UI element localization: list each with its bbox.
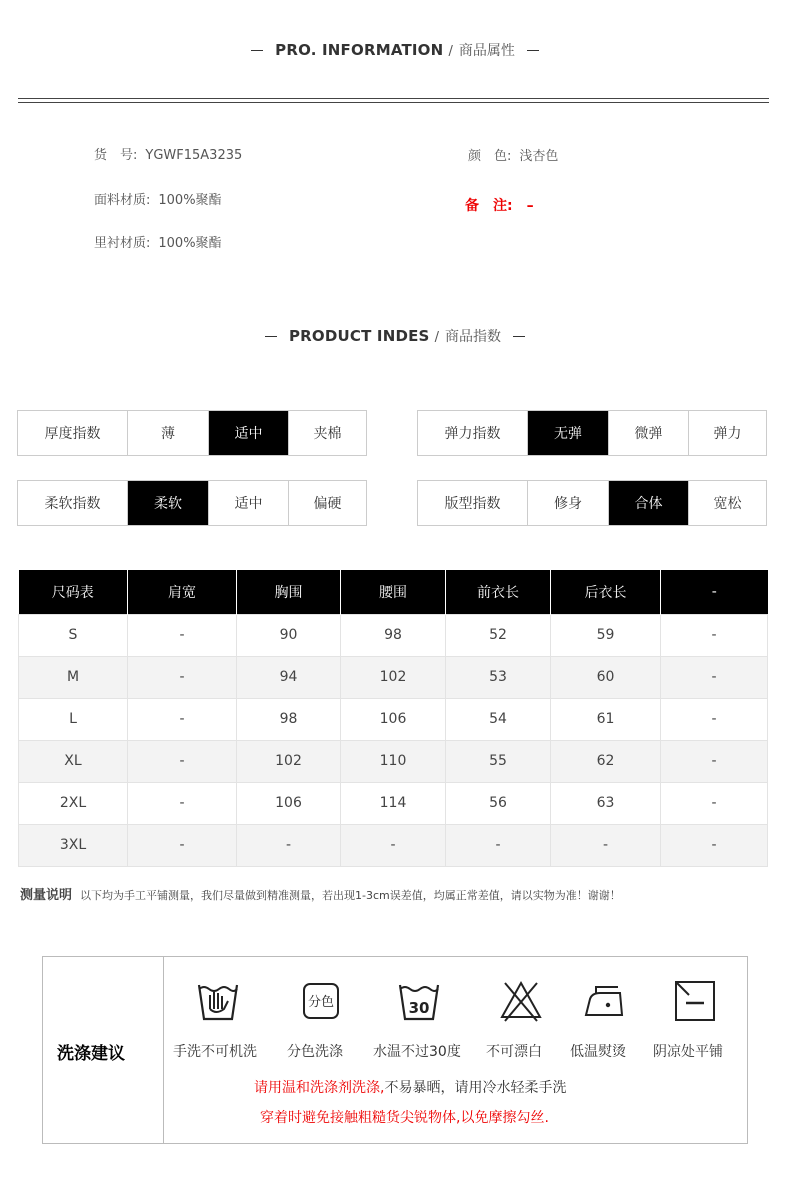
- wash-30-text: 30: [408, 999, 430, 1017]
- index-option-selected: 适中: [208, 411, 288, 455]
- index-softness: [17, 480, 367, 526]
- table-cell: 56: [446, 782, 551, 824]
- table-cell: 106: [341, 698, 446, 740]
- info-item-lining: 里衬材质: 100%聚酯: [94, 236, 222, 251]
- table-cell: -: [661, 698, 768, 740]
- table-row: [19, 824, 768, 866]
- heading-dash-right: [527, 50, 539, 52]
- index-label: 版型指数: [444, 496, 501, 512]
- table-cell: 94: [237, 656, 341, 698]
- index-option: 薄: [127, 411, 208, 455]
- table-cell: -: [341, 824, 446, 866]
- index-option: 偏硬: [288, 481, 366, 525]
- column-header: 腰围: [341, 570, 446, 614]
- column-header: 胸围: [237, 570, 341, 614]
- heading-dash-left: [265, 336, 277, 338]
- heading-slash: /: [448, 44, 453, 59]
- table-row: [19, 698, 768, 740]
- table-cell: 98: [237, 698, 341, 740]
- column-header: 尺码表: [19, 570, 128, 614]
- heading-en: PRO. INFORMATION: [275, 41, 444, 59]
- table-cell: 110: [341, 740, 446, 782]
- wash-title: 洗涤建议: [57, 1044, 125, 1064]
- pro-info-heading: [0, 40, 790, 60]
- index-option: 微弹: [608, 411, 688, 455]
- index-option: 宽松: [688, 481, 766, 525]
- heading-dash-left: [251, 50, 263, 52]
- measure-note: [20, 884, 621, 903]
- table-cell: 114: [341, 782, 446, 824]
- table-cell: 2XL: [19, 782, 128, 824]
- table-cell: -: [661, 782, 768, 824]
- index-label: 柔软指数: [44, 496, 101, 512]
- wash-tip-2: 穿着时避免接触粗糙货尖锐物体,以免摩擦勾丝.: [260, 1110, 549, 1126]
- size-table: [18, 570, 768, 867]
- index-option: 弹力: [688, 411, 766, 455]
- table-cell: L: [19, 698, 128, 740]
- heading-en: PRODUCT INDES: [288, 327, 430, 345]
- wash-label: 手洗不可机洗: [173, 1044, 257, 1060]
- low-temp-iron-icon: [582, 979, 626, 1023]
- wash-section: [42, 956, 748, 1144]
- measure-note-text: 以下均为手工平铺测量，我们尽量做到精准测量，若出现1-3cm误差值，均属正常差值，请以实物为准！谢谢！: [80, 889, 621, 902]
- wash-divider: [163, 957, 164, 1143]
- table-cell: -: [128, 782, 237, 824]
- table-cell: 90: [237, 614, 341, 656]
- divider-top: [18, 98, 769, 99]
- table-cell: 98: [341, 614, 446, 656]
- table-cell: 106: [237, 782, 341, 824]
- index-label: 弹力指数: [444, 426, 501, 442]
- table-cell: 52: [446, 614, 551, 656]
- index-elasticity: [417, 410, 767, 456]
- table-cell: -: [128, 614, 237, 656]
- column-header: 后衣长: [551, 570, 661, 614]
- table-cell: -: [661, 824, 768, 866]
- table-row: [19, 782, 768, 824]
- table-row: [19, 740, 768, 782]
- column-header: -: [661, 570, 768, 614]
- info-item-color: 颜 色: 浅杏色: [468, 149, 559, 164]
- wash-label: 不可漂白: [486, 1044, 542, 1060]
- heading-dash-right: [513, 336, 525, 338]
- wash-label: 水温不过30度: [373, 1044, 461, 1060]
- table-cell: -: [661, 656, 768, 698]
- table-cell: XL: [19, 740, 128, 782]
- table-cell: 59: [551, 614, 661, 656]
- table-cell: -: [551, 824, 661, 866]
- wash-label: 分色洗涤: [287, 1044, 343, 1060]
- index-label: 厚度指数: [44, 426, 101, 442]
- heading-slash: /: [434, 330, 440, 345]
- table-cell: -: [446, 824, 551, 866]
- table-cell: -: [661, 614, 768, 656]
- hand-wash-icon: [196, 979, 240, 1023]
- wash-label: 阴凉处平铺: [653, 1044, 723, 1060]
- info-item-remark: 备 注: –: [465, 198, 534, 214]
- heading-cn: 商品属性: [458, 43, 515, 59]
- info-item-fabric: 面料材质: 100%聚酯: [94, 193, 222, 208]
- index-option-selected: 无弹: [527, 411, 608, 455]
- index-option: 修身: [527, 481, 608, 525]
- column-header: 肩宽: [128, 570, 237, 614]
- wash-label: 低温熨烫: [570, 1044, 626, 1060]
- table-cell: 102: [237, 740, 341, 782]
- wash-30-icon: [397, 979, 441, 1023]
- wash-tip-1: 请用温和洗涤剂洗涤,不易暴晒，请用冷水轻柔手洗: [254, 1080, 567, 1096]
- index-thickness: [17, 410, 367, 456]
- product-index-heading: [0, 326, 790, 346]
- divider-bottom: [18, 102, 769, 103]
- index-option: 夹棉: [288, 411, 366, 455]
- column-header: 前衣长: [446, 570, 551, 614]
- table-cell: 62: [551, 740, 661, 782]
- table-row: [19, 614, 768, 656]
- table-cell: 55: [446, 740, 551, 782]
- separate-color-wash-icon: [301, 981, 341, 1021]
- size-table-header: [19, 570, 768, 614]
- info-item-sku: 货 号: YGWF15A3235: [94, 148, 243, 163]
- index-option-selected: 柔软: [127, 481, 208, 525]
- table-cell: 53: [446, 656, 551, 698]
- table-cell: -: [661, 740, 768, 782]
- no-bleach-icon: [499, 979, 543, 1023]
- table-cell: M: [19, 656, 128, 698]
- table-cell: 60: [551, 656, 661, 698]
- measure-note-title: 测量说明: [20, 888, 73, 903]
- table-cell: -: [128, 698, 237, 740]
- table-cell: -: [237, 824, 341, 866]
- separate-color-text: 分色: [307, 995, 335, 1010]
- table-cell: 102: [341, 656, 446, 698]
- table-cell: -: [128, 824, 237, 866]
- table-cell: 63: [551, 782, 661, 824]
- table-cell: S: [19, 614, 128, 656]
- table-cell: -: [128, 656, 237, 698]
- index-option-selected: 合体: [608, 481, 688, 525]
- table-cell: 3XL: [19, 824, 128, 866]
- table-cell: 54: [446, 698, 551, 740]
- index-option: 适中: [208, 481, 288, 525]
- heading-cn: 商品指数: [445, 329, 502, 345]
- table-cell: 61: [551, 698, 661, 740]
- shade-dry-flat-icon: [673, 979, 717, 1023]
- index-fit: [417, 480, 767, 526]
- table-row: [19, 656, 768, 698]
- table-cell: -: [128, 740, 237, 782]
